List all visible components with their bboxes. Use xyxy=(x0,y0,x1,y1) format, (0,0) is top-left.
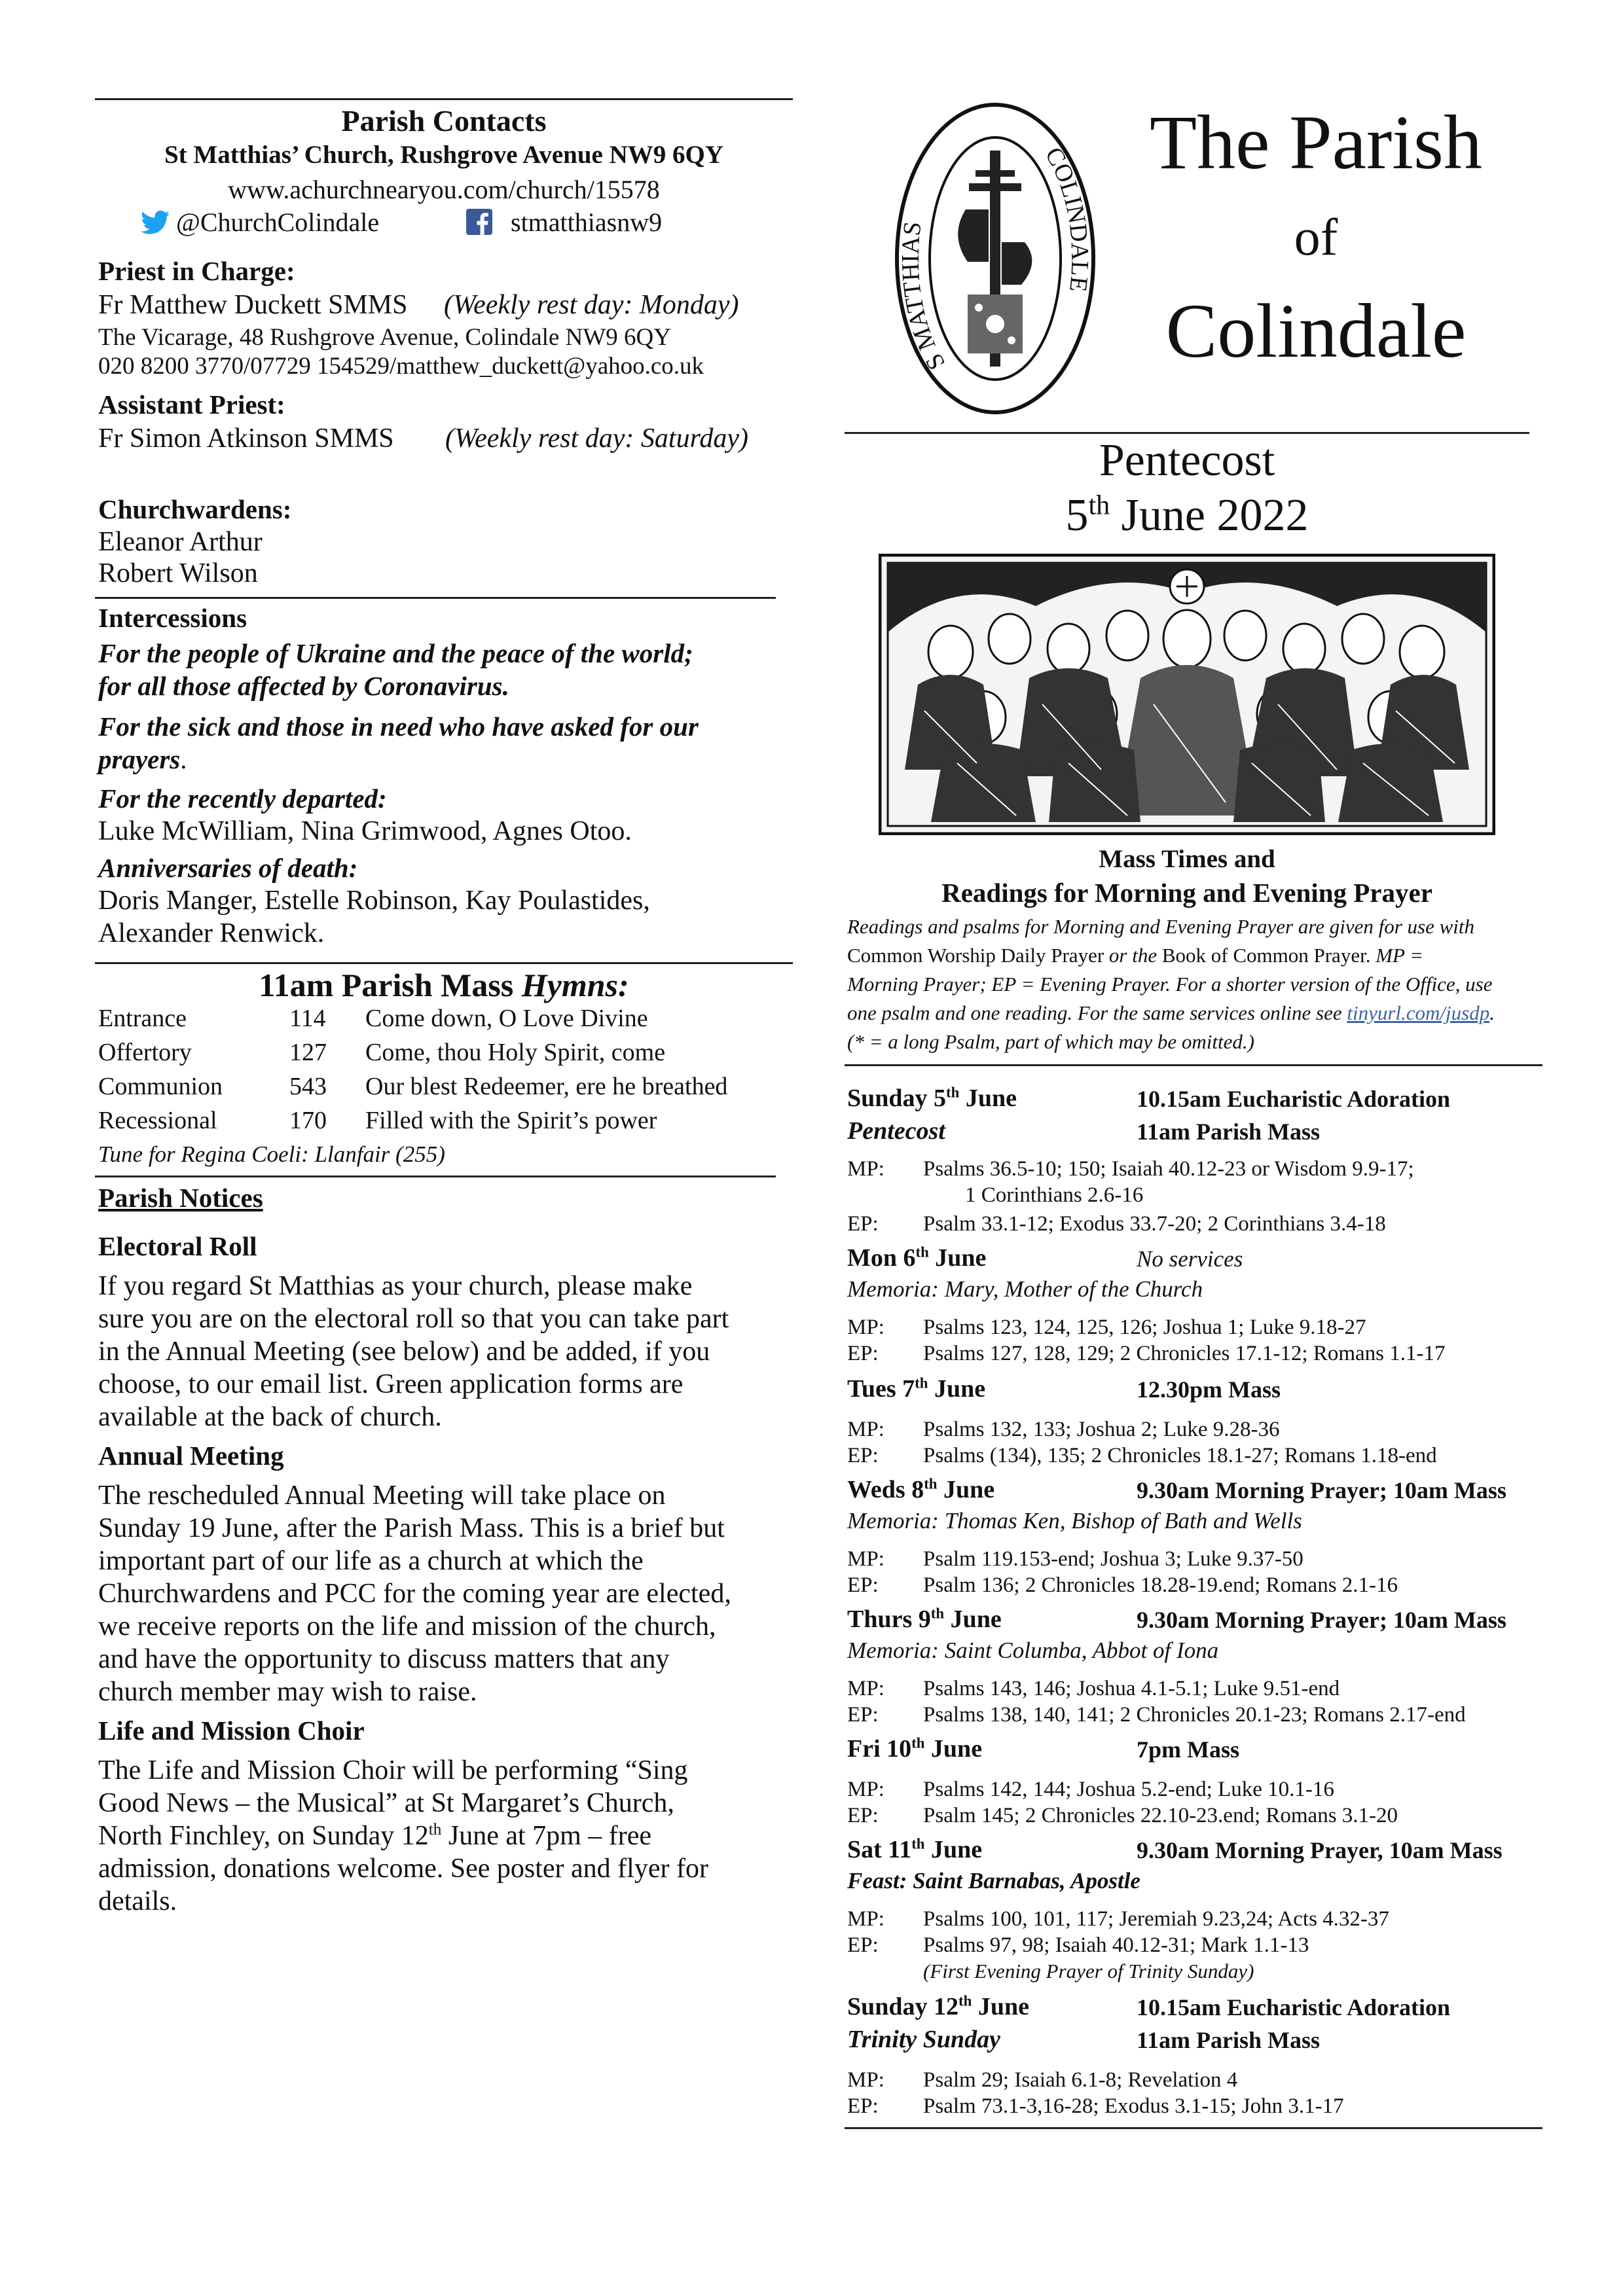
text-line: If you regard St Matthias as your church, please make xyxy=(98,1271,693,1301)
facebook-handle[interactable] xyxy=(466,207,662,238)
text-line: Good News – the Musical” at St Margaret’s Church, xyxy=(98,1788,674,1818)
text-line: we receive reports on the life and mission of the church, xyxy=(98,1611,716,1641)
mp-label: MP: xyxy=(847,1418,884,1441)
text-line: Sunday 19 June, after the Parish Mass. This is a brief but xyxy=(98,1513,725,1543)
masthead-title-1: The Parish xyxy=(1150,99,1482,185)
hymn-tune-note: Tune for Regina Coeli: Llanfair (255) xyxy=(98,1141,445,1167)
twitter-icon xyxy=(141,210,170,235)
rule-schedule-bottom xyxy=(845,2127,1542,2129)
mp-readings: Psalms 132, 133; Joshua 2; Luke 9.28-36 xyxy=(923,1418,1280,1441)
hymn-number: 114 xyxy=(289,1005,326,1032)
feast-date xyxy=(845,490,1529,542)
day-label: Sat 11 xyxy=(847,1836,912,1863)
top-rule-left xyxy=(95,98,793,100)
intercession-line-4-stop: . xyxy=(180,744,187,774)
mp-readings: Psalm 119.153-end; Joshua 3; Luke 9.37-50 xyxy=(923,1547,1304,1571)
feast-name: Pentecost xyxy=(1099,435,1275,486)
rule-schedule xyxy=(845,1064,1542,1066)
anniversaries-line-1: Doris Manger, Estelle Robinson, Kay Poulastides, xyxy=(98,886,650,916)
text-line: sure you are on the electoral roll so that you can take part xyxy=(98,1304,729,1334)
day-saturday-11 xyxy=(847,1835,982,1864)
mass-intro-3: Morning Prayer; EP = Evening Prayer. For a shorter version of the Office, use xyxy=(847,973,1493,996)
ep-label: EP: xyxy=(847,2094,879,2118)
text-line: church member may wish to raise. xyxy=(98,1677,477,1707)
mass-intro-1: Readings and psalms for Morning and Evening Prayer are given for use with xyxy=(847,915,1475,938)
mp-label: MP: xyxy=(847,1547,884,1571)
priest-label: Priest in Charge: xyxy=(98,256,295,286)
day-suffix: th xyxy=(911,1734,925,1751)
service-time: 12.30pm Mass xyxy=(1137,1376,1281,1403)
choir-text xyxy=(98,1754,805,1918)
ep-label: EP: xyxy=(847,1444,879,1467)
warden-2: Robert Wilson xyxy=(98,558,258,588)
intro-stop: . xyxy=(1489,1001,1495,1024)
hymn-number: 170 xyxy=(289,1107,327,1134)
day-month: June xyxy=(937,1476,995,1503)
mp-readings: Psalms 142, 144; Joshua 5.2-end; Luke 10.1-16 xyxy=(923,1778,1334,1801)
day-observance: Memoria: Thomas Ken, Bishop of Bath and Wells xyxy=(847,1508,1302,1534)
day-suffix: th xyxy=(958,1992,972,2009)
anniversaries-line-2: Alexander Renwick. xyxy=(98,918,325,948)
mp-label: MP: xyxy=(847,1907,884,1931)
annual-meeting-text xyxy=(98,1479,805,1708)
mp-readings: Psalm 29; Isaiah 6.1-8; Revelation 4 xyxy=(923,2068,1238,2092)
mass-heading-1: Mass Times and xyxy=(1099,845,1275,873)
church-address: St Matthias’ Church, Rushgrove Avenue NW9 6QY xyxy=(164,141,724,169)
day-month: June xyxy=(972,1993,1029,2020)
day-label: Tues 7 xyxy=(847,1375,915,1403)
service-time: 7pm Mass xyxy=(1137,1736,1240,1763)
day-suffix: th xyxy=(915,1374,928,1391)
mass-intro-4 xyxy=(847,1001,1495,1025)
ep-readings: Psalms 127, 128, 129; 2 Chronicles 17.1-12; Romans 1.1-17 xyxy=(923,1342,1446,1365)
ep-readings: Psalms 138, 140, 141; 2 Chronicles 20.1-23; Romans 2.17-end xyxy=(923,1703,1466,1727)
day-observance: Pentecost xyxy=(847,1117,945,1145)
intercessions-heading: Intercessions xyxy=(98,603,247,633)
facebook-text: stmatthiasnw9 xyxy=(511,207,663,237)
intro-text: one psalm and one reading. For the same services online see xyxy=(847,1001,1347,1024)
text-line: in the Annual Meeting (see below) and be added, if you xyxy=(98,1336,710,1367)
day-thursday-9 xyxy=(847,1605,1002,1634)
ep-label: EP: xyxy=(847,1933,879,1957)
svg-text:COLINDALE xyxy=(1040,143,1094,293)
service-time: 11am Parish Mass xyxy=(1137,2027,1321,2053)
assistant-rest-day: (Weekly rest day: Saturday) xyxy=(445,423,749,454)
facebook-icon xyxy=(466,209,492,235)
mp-label: MP: xyxy=(847,1778,884,1801)
service-time: 9.30am Morning Prayer, 10am Mass xyxy=(1137,1837,1503,1863)
day-label: Thurs 9 xyxy=(847,1605,931,1633)
intro-cw: Common Worship Daily Prayer xyxy=(847,944,1104,967)
service-time: 10.15am Eucharistic Adoration xyxy=(1137,1086,1451,1112)
electoral-roll-text xyxy=(98,1270,805,1433)
contacts-heading: Parish Contacts xyxy=(341,104,547,137)
hymn-part: Recessional xyxy=(98,1107,217,1134)
day-tuesday-7 xyxy=(847,1374,985,1403)
day-suffix: th xyxy=(915,1244,929,1261)
intro-mp: MP = xyxy=(1370,944,1424,967)
ep-readings: Psalm 136; 2 Chronicles 18.28-19.end; Romans 2.1-16 xyxy=(923,1573,1398,1597)
day-month: June xyxy=(924,1735,983,1763)
ep-label: EP: xyxy=(847,1342,879,1365)
ep-label: EP: xyxy=(847,1703,879,1727)
day-observance: Memoria: Mary, Mother of the Church xyxy=(847,1276,1203,1302)
masthead-title-3: Colindale xyxy=(1165,288,1467,374)
mass-intro-5: (* = a long Psalm, part of which may be omitted.) xyxy=(847,1030,1254,1053)
twitter-text: @ChurchColindale xyxy=(176,207,380,237)
parish-seal-icon xyxy=(890,98,1100,419)
tinyurl-link[interactable]: tinyurl.com/jusdp xyxy=(1347,1001,1490,1024)
date-suffix: th xyxy=(1088,490,1110,521)
text-line xyxy=(98,1820,805,1852)
rule-notices xyxy=(95,1175,776,1177)
mass-intro-2 xyxy=(847,944,1423,967)
assistant-label: Assistant Priest: xyxy=(98,389,285,420)
ep-readings: Psalm 33.1-12; Exodus 33.7-20; 2 Corinthians 3.4-18 xyxy=(923,1212,1386,1236)
intercession-line-3: For the sick and those in need who have asked for our xyxy=(98,711,699,742)
date-day: 5 xyxy=(1065,490,1089,541)
text-line: important part of our life as a church at which the xyxy=(98,1546,644,1576)
mass-heading-2: Readings for Morning and Evening Prayer xyxy=(941,878,1432,908)
day-month: June xyxy=(928,1244,987,1272)
priest-rest-day: (Weekly rest day: Monday) xyxy=(444,290,739,320)
hymns-heading-text: 11am Parish Mass xyxy=(259,967,522,1003)
service-time: 9.30am Morning Prayer; 10am Mass xyxy=(1137,1477,1506,1503)
seal-text-right: COLINDALE xyxy=(1039,142,1094,293)
day-wednesday-8 xyxy=(847,1475,994,1504)
text-line: The Life and Mission Choir will be performing “Sing xyxy=(98,1755,688,1785)
day-month: June xyxy=(959,1085,1017,1112)
day-suffix: th xyxy=(924,1475,938,1492)
intercession-line-2: for all those affected by Coronavirus. xyxy=(98,671,509,701)
ep-label: EP: xyxy=(847,1212,879,1236)
text-segment: June at 7pm – free xyxy=(441,1821,652,1851)
choir-title: Life and Mission Choir xyxy=(98,1715,365,1746)
hymn-number: 127 xyxy=(289,1039,327,1066)
day-suffix: th xyxy=(911,1835,925,1852)
service-time: 10.15am Eucharistic Adoration xyxy=(1137,1994,1451,2020)
day-suffix: th xyxy=(930,1605,945,1622)
svg-text:S MATTHIAS xyxy=(897,220,951,374)
ep-readings: Psalms (134), 135; 2 Chronicles 18.1-27; Romans 1.18-end xyxy=(923,1444,1437,1467)
wardens-label: Churchwardens: xyxy=(98,494,292,524)
hymn-part: Entrance xyxy=(98,1005,187,1032)
hymns-heading xyxy=(95,966,793,1004)
hymn-title: Come, thou Holy Spirit, come xyxy=(365,1039,666,1066)
day-suffix: th xyxy=(946,1084,960,1101)
mp-label: MP: xyxy=(847,1157,884,1181)
day-month: June xyxy=(944,1605,1002,1633)
day-month: June xyxy=(928,1375,986,1403)
day-label: Weds 8 xyxy=(847,1476,924,1503)
mp-label: MP: xyxy=(847,1316,884,1339)
priest-phone-email: 020 8200 3770/07729 154529/matthew_duckett@yahoo.co.uk xyxy=(98,353,704,380)
date-rest: June 2022 xyxy=(1110,490,1309,541)
service-time: No services xyxy=(1137,1246,1243,1272)
text-line: details. xyxy=(98,1886,177,1916)
intercession-line-1: For the people of Ukraine and the peace of the world; xyxy=(98,638,693,668)
service-time: 11am Parish Mass xyxy=(1137,1119,1321,1145)
service-time: 9.30am Morning Prayer; 10am Mass xyxy=(1137,1607,1506,1633)
electoral-roll-title: Electoral Roll xyxy=(98,1231,257,1261)
hymn-title: Our blest Redeemer, ere he breathed xyxy=(365,1073,728,1100)
departed-names: Luke McWilliam, Nina Grimwood, Agnes Otoo. xyxy=(98,816,632,846)
day-label: Mon 6 xyxy=(847,1244,916,1272)
hymn-number: 543 xyxy=(289,1073,327,1100)
pentecost-woodcut-image xyxy=(879,554,1495,835)
hymn-part: Offertory xyxy=(98,1039,192,1066)
hymn-part: Communion xyxy=(98,1073,223,1100)
mp-label: MP: xyxy=(847,2068,884,2092)
day-label: Sunday 12 xyxy=(847,1993,959,2020)
rule-hymns xyxy=(95,962,793,964)
text-line: available at the back of church. xyxy=(98,1402,442,1432)
notices-heading: Parish Notices xyxy=(98,1183,263,1213)
mp-label: MP: xyxy=(847,1677,884,1700)
ep-readings: Psalm 73.1-3,16-28; Exodus 3.1-15; John 3.1-17 xyxy=(923,2094,1344,2118)
hymns-heading-italic: Hymns: xyxy=(521,967,629,1003)
text-line: admission, donations welcome. See poster and flyer for xyxy=(98,1854,708,1884)
day-observance: Memoria: Saint Columba, Abbot of Iona xyxy=(847,1638,1219,1663)
warden-1: Eleanor Arthur xyxy=(98,527,263,557)
day-sunday-12 xyxy=(847,1992,1029,2021)
ep-label: EP: xyxy=(847,1573,879,1597)
priest-name: Fr Matthew Duckett SMMS xyxy=(98,290,408,320)
ep-readings: Psalm 145; 2 Chronicles 22.10-23.end; Romans 3.1-20 xyxy=(923,1804,1398,1827)
annual-meeting-title: Annual Meeting xyxy=(98,1441,284,1471)
vicarage-address: The Vicarage, 48 Rushgrove Avenue, Colindale NW9 6QY xyxy=(98,324,671,351)
rule-masthead xyxy=(845,432,1529,434)
intro-or: or the xyxy=(1104,944,1162,967)
text-line: The rescheduled Annual Meeting will take place on xyxy=(98,1480,666,1511)
text-line: and have the opportunity to discuss matters that any xyxy=(98,1644,670,1674)
day-label: Sunday 5 xyxy=(847,1085,947,1112)
day-sunday-5 xyxy=(847,1084,1017,1113)
text-line: choose, to our email list. Green application forms are xyxy=(98,1369,684,1399)
text-segment: North Finchley, on Sunday 12 xyxy=(98,1821,429,1851)
assistant-name: Fr Simon Atkinson SMMS xyxy=(98,423,394,454)
seal-text-left: S MATTHIAS xyxy=(896,220,951,375)
day-monday-6 xyxy=(847,1244,986,1272)
anniversaries-label: Anniversaries of death: xyxy=(98,853,358,883)
mp-readings: Psalms 143, 146; Joshua 4.1-5.1; Luke 9.51-end xyxy=(923,1677,1340,1700)
intro-bcp: Book of Common Prayer. xyxy=(1161,944,1371,967)
text-superscript: th xyxy=(428,1821,442,1839)
mp-readings: Psalms 100, 101, 117; Jeremiah 9.23,24; Acts 4.32-37 xyxy=(923,1907,1389,1931)
hymn-title: Come down, O Love Divine xyxy=(365,1005,648,1032)
intercession-line-4 xyxy=(98,744,187,775)
website-link[interactable]: www.achurchnearyou.com/church/15578 xyxy=(228,175,660,204)
day-label: Fri 10 xyxy=(847,1735,912,1763)
day-month: June xyxy=(924,1836,983,1863)
intercession-line-4-text: prayers xyxy=(98,744,181,774)
text-line: Churchwardens and PCC for the coming year are elected, xyxy=(98,1579,731,1609)
ep-readings: Psalms 97, 98; Isaiah 40.12-31; Mark 1.1-13 xyxy=(923,1933,1309,1957)
twitter-handle[interactable] xyxy=(141,207,379,238)
day-friday-10 xyxy=(847,1734,982,1763)
hymn-title: Filled with the Spirit’s power xyxy=(365,1107,657,1134)
day-observance: Feast: Saint Barnabas, Apostle xyxy=(847,1868,1140,1893)
ep-note: (First Evening Prayer of Trinity Sunday) xyxy=(923,1960,1254,1982)
mp-readings-cont: 1 Corinthians 2.6-16 xyxy=(965,1183,1144,1207)
masthead-title-2: of xyxy=(1294,209,1338,266)
mp-readings: Psalms 123, 124, 125, 126; Joshua 1; Luke 9.18-27 xyxy=(923,1316,1366,1339)
day-observance: Trinity Sunday xyxy=(847,2026,1001,2053)
rule-intercessions xyxy=(95,597,776,599)
ep-label: EP: xyxy=(847,1804,879,1827)
mp-readings: Psalms 36.5-10; 150; Isaiah 40.12-23 or Wisdom 9.9-17; xyxy=(923,1157,1414,1181)
departed-label: For the recently departed: xyxy=(98,783,387,814)
